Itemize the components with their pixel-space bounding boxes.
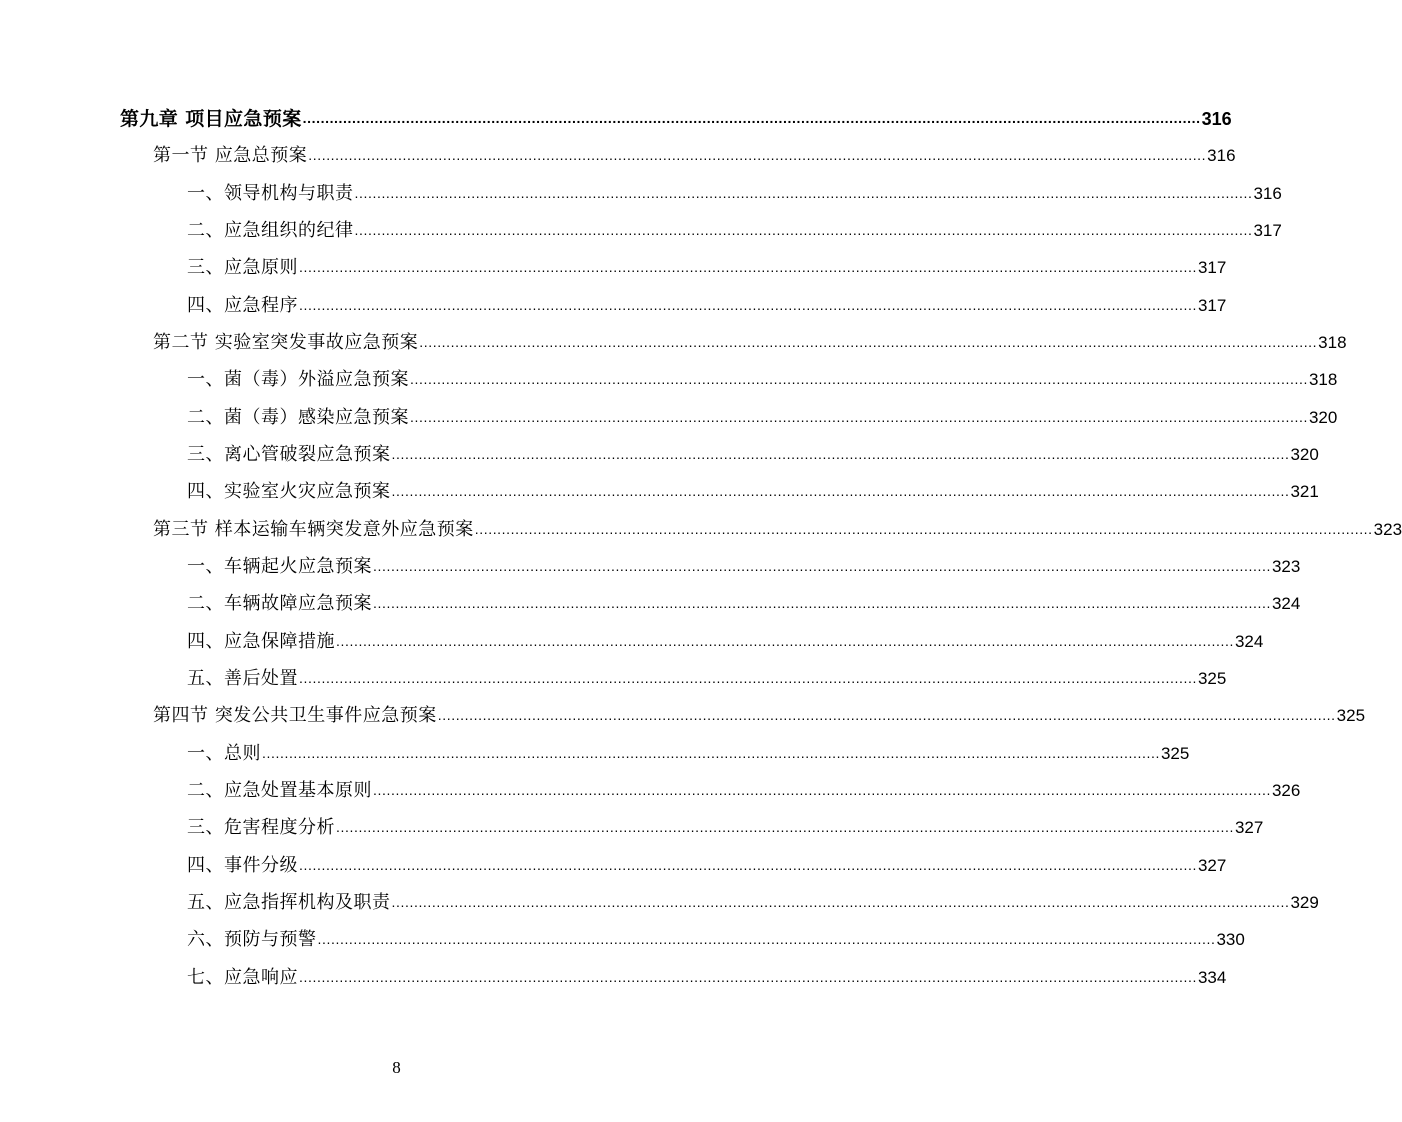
toc-entry-title: 一、总则 (187, 743, 261, 764)
toc-dot-leader: ........................................................................................................................................................................................................ (373, 595, 1271, 611)
toc-entry-title: 四、实验室火灾应急预案 (187, 481, 391, 502)
toc-subsection-entry[interactable] (187, 623, 1264, 653)
toc-subsection-entry[interactable] (187, 399, 1338, 429)
toc-entry-page: 316 (1201, 109, 1232, 129)
toc-entry-page: 327 (1197, 856, 1227, 875)
toc-dot-leader: ........................................................................................................................................................................................................ (373, 782, 1271, 798)
toc-dot-leader: ........................................................................................................................................................................................................ (308, 147, 1207, 163)
toc-entry-page: 330 (1216, 930, 1245, 949)
toc-section-entry[interactable] (153, 511, 1402, 541)
toc-dot-leader: ........................................................................................................................................................................................................ (299, 259, 1197, 275)
toc-entry-title: 二、应急处置基本原则 (187, 780, 372, 801)
toc-entry-title: 第四节 突发公共卫生事件应急预案 (153, 705, 437, 726)
toc-entry-page: 325 (1336, 706, 1366, 725)
toc-entry-title: 三、应急原则 (187, 257, 298, 278)
toc-dot-leader: ........................................................................................................................................................................................................ (373, 558, 1271, 574)
toc-entry-title: 一、菌（毒）外溢应急预案 (187, 369, 409, 390)
toc-entry-page: 321 (1290, 482, 1319, 501)
toc-subsection-entry[interactable] (187, 473, 1319, 503)
toc-section-entry[interactable] (153, 324, 1347, 354)
toc-subsection-entry[interactable] (187, 884, 1319, 914)
toc-subsection-entry[interactable] (187, 436, 1319, 466)
toc-entry-page: 317 (1253, 221, 1282, 240)
toc-entry-page: 317 (1197, 258, 1227, 277)
toc-dot-leader: ........................................................................................................................................................................................................ (354, 222, 1253, 238)
toc-dot-leader: ........................................................................................................................................................................................................ (299, 297, 1197, 313)
toc-dot-leader: ........................................................................................................................................................................................................ (336, 633, 1234, 649)
toc-entry-title: 七、应急响应 (187, 967, 298, 988)
toc-subsection-entry[interactable] (187, 660, 1227, 690)
toc-subsection-entry[interactable] (187, 548, 1301, 578)
toc-entry-page: 334 (1197, 968, 1227, 987)
toc-section-entry[interactable] (153, 697, 1366, 727)
toc-subsection-entry[interactable] (187, 361, 1338, 391)
toc-entry-title: 六、预防与预警 (187, 929, 317, 950)
toc-entry-page: 324 (1271, 594, 1301, 613)
toc-entry-title: 第一节 应急总预案 (153, 145, 308, 166)
toc-entry-page: 325 (1160, 744, 1190, 763)
toc-entry-title: 第三节 样本运输车辆突发意外应急预案 (153, 519, 474, 540)
toc-entry-page: 316 (1207, 146, 1236, 165)
toc-entry-title: 一、领导机构与职责 (187, 183, 354, 204)
toc-subsection-entry[interactable] (187, 735, 1190, 765)
toc-entry-title: 四、应急保障措施 (187, 631, 335, 652)
toc-dot-leader: ........................................................................................................................................................................................................ (391, 446, 1290, 462)
page-number: 8 (392, 1058, 401, 1077)
toc-entry-page: 317 (1197, 296, 1227, 315)
toc-subsection-entry[interactable] (187, 175, 1282, 205)
toc-dot-leader: ........................................................................................................................................................................................................ (299, 670, 1197, 686)
toc-dot-leader: ........................................................................................................................................................................................................ (299, 857, 1197, 873)
toc-dot-leader: ........................................................................................................................................................................................................ (302, 110, 1201, 126)
toc-subsection-entry[interactable] (187, 847, 1227, 877)
toc-entry-title: 二、菌（毒）感染应急预案 (187, 407, 409, 428)
toc-section-entry[interactable] (153, 137, 1236, 167)
toc-entry-page: 329 (1290, 893, 1319, 912)
toc-entry-title: 四、应急程序 (187, 295, 298, 316)
toc-dot-leader: ........................................................................................................................................................................................................ (437, 707, 1336, 723)
toc-dot-leader: ........................................................................................................................................................................................................ (336, 819, 1234, 835)
toc-dot-leader: ........................................................................................................................................................................................................ (410, 371, 1308, 387)
toc-entry-page: 323 (1373, 520, 1402, 539)
toc-entry-title: 第九章 项目应急预案 (120, 108, 302, 130)
toc-dot-leader: ........................................................................................................................................................................................................ (391, 894, 1290, 910)
toc-subsection-entry[interactable] (187, 585, 1301, 615)
toc-dot-leader: ........................................................................................................................................................................................................ (299, 969, 1197, 985)
toc-subsection-entry[interactable] (187, 287, 1227, 317)
toc-entry-title: 三、危害程度分析 (187, 817, 335, 838)
toc-entry-page: 326 (1271, 781, 1301, 800)
toc-entry-page: 327 (1234, 818, 1264, 837)
toc-chapter-entry[interactable] (120, 100, 1232, 130)
toc-dot-leader: ........................................................................................................................................................................................................ (262, 745, 1160, 761)
toc-entry-title: 三、离心管破裂应急预案 (187, 444, 391, 465)
toc-subsection-entry[interactable] (187, 921, 1245, 951)
toc-dot-leader: ........................................................................................................................................................................................................ (391, 483, 1290, 499)
toc-dot-leader: ........................................................................................................................................................................................................ (474, 521, 1373, 537)
toc-subsection-entry[interactable] (187, 212, 1282, 242)
toc-entry-title: 一、车辆起火应急预案 (187, 556, 372, 577)
toc-entry-page: 318 (1318, 333, 1347, 352)
toc-entry-page: 323 (1271, 557, 1301, 576)
toc-entry-title: 五、应急指挥机构及职责 (187, 892, 391, 913)
toc-entry-title: 二、应急组织的纪律 (187, 220, 354, 241)
toc-entry-title: 二、车辆故障应急预案 (187, 593, 372, 614)
toc-entry-page: 316 (1253, 184, 1282, 203)
toc-dot-leader: ........................................................................................................................................................................................................ (419, 334, 1318, 350)
toc-entry-title: 第二节 实验室突发事故应急预案 (153, 332, 419, 353)
toc-entry-page: 325 (1197, 669, 1227, 688)
toc-dot-leader: ........................................................................................................................................................................................................ (354, 185, 1253, 201)
toc-entry-page: 318 (1308, 370, 1338, 389)
toc-entry-page: 320 (1290, 445, 1319, 464)
toc-subsection-entry[interactable] (187, 249, 1227, 279)
toc-dot-leader: ........................................................................................................................................................................................................ (410, 409, 1308, 425)
toc-subsection-entry[interactable] (187, 772, 1301, 802)
toc-subsection-entry[interactable] (187, 809, 1264, 839)
toc-subsection-entry[interactable] (187, 959, 1227, 989)
toc-entry-page: 324 (1234, 632, 1264, 651)
toc-entry-title: 四、事件分级 (187, 855, 298, 876)
toc-dot-leader: ........................................................................................................................................................................................................ (317, 931, 1216, 947)
toc-entry-page: 320 (1308, 408, 1338, 427)
toc-entry-title: 五、善后处置 (187, 668, 298, 689)
